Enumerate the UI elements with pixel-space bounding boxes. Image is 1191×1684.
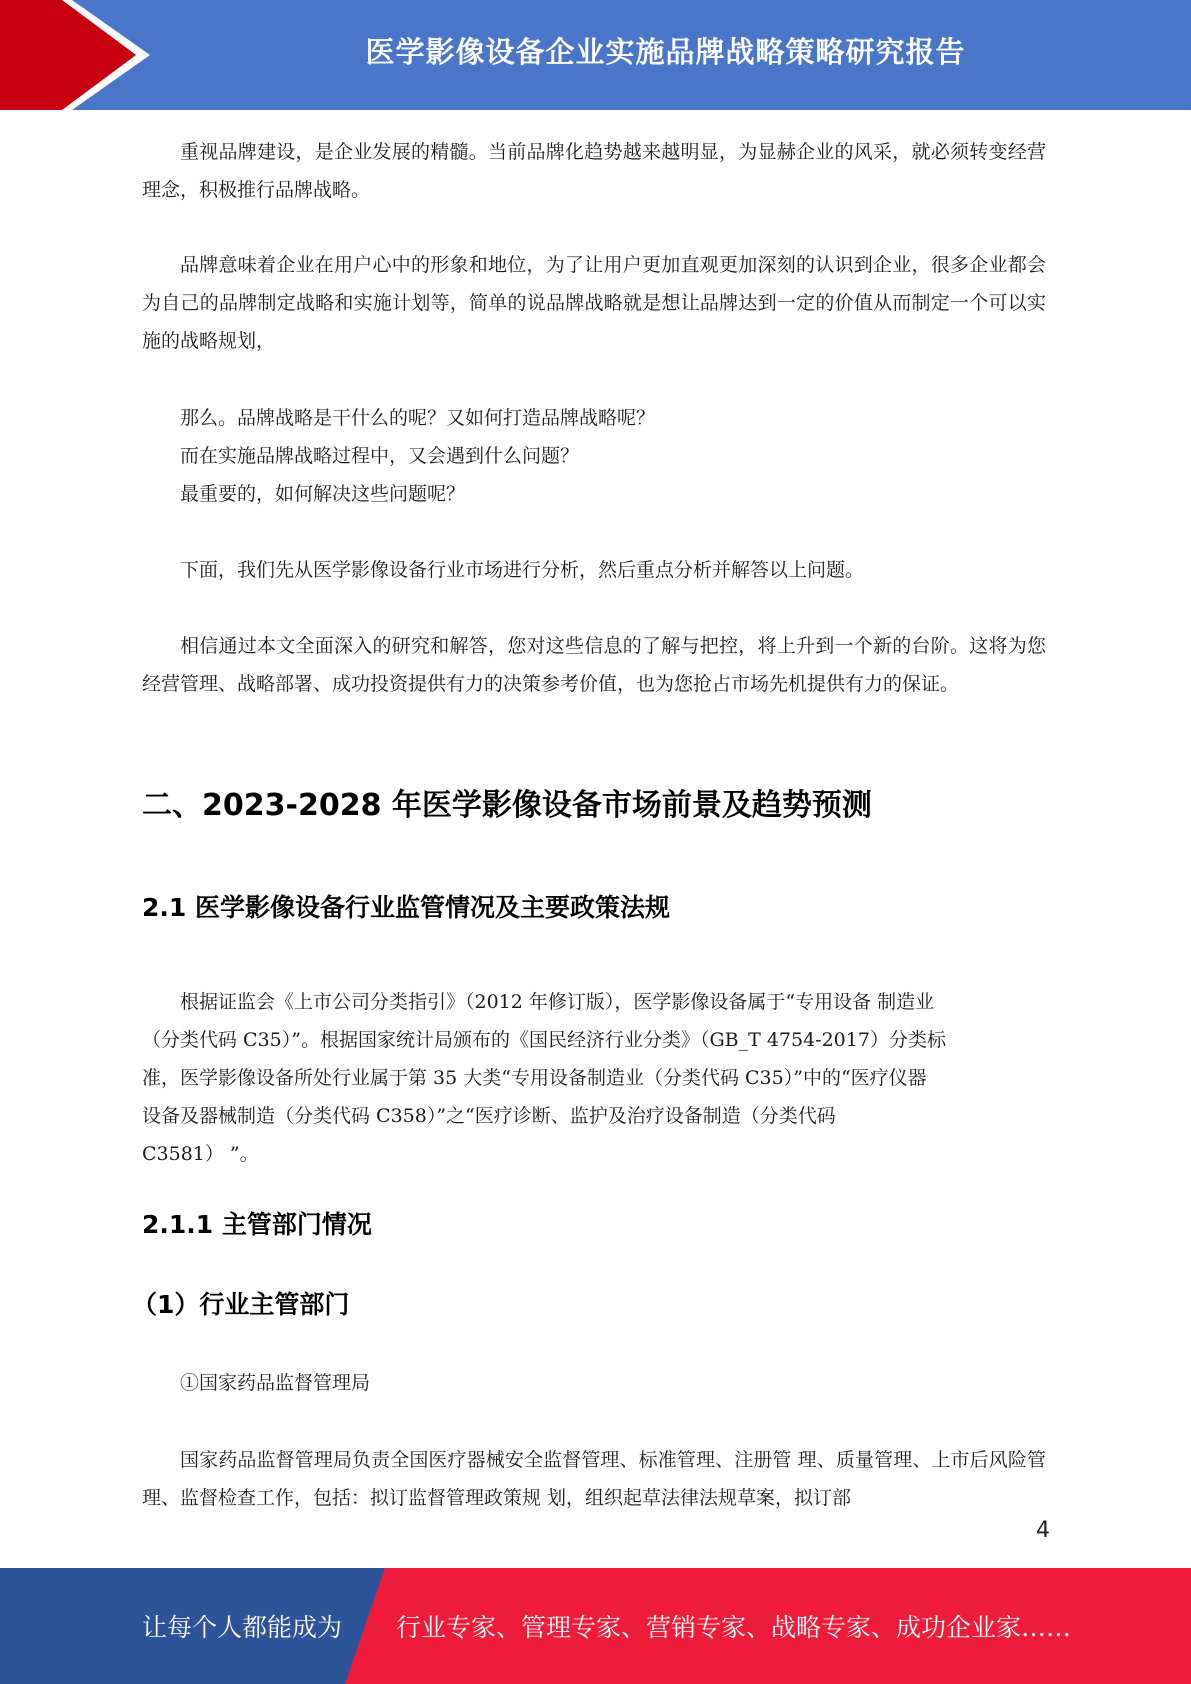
paragraph-classification-line-1: 根据证监会《上市公司分类指引》（2012 年修订版），医学影像设备属于“专用设备 制造业 (180, 991, 935, 1013)
paragraph-brand-meaning: 品牌意味着企业在用户心中的形象和地位，为了让用户更加直观更加深刻的认识到企业，很多企业都会为自己的品牌制定战略和实施计划等，简单的说品牌战略就是想让品牌达到一定的价值从而制定一个可以实施的战略规划， (142, 254, 1046, 352)
subsection-heading-2-1-1: 2.1.1 主管部门情况 (142, 1210, 372, 1239)
paragraph-classification-line-4: 设备及器械制造（分类代码 C358）”之“医疗诊断、监护及治疗设备制造（分类代码 (142, 1105, 836, 1127)
paragraph-classification-line-2: （分类代码 C35）”。根据国家统计局颁布的《国民经济行业分类》（GB_T 4754-2017）分类标 (142, 1029, 946, 1051)
paragraph-classification-line-3: 准，医学影像设备所处行业属于第 35 大类“专用设备制造业（分类代码 C35）”中的“医疗仪器 (142, 1067, 927, 1089)
paragraph-classification-line-5: C3581） ”。 (142, 1143, 259, 1165)
paragraph-analysis-intro: 下面，我们先从医学影像设备行业市场进行分析，然后重点分析并解答以上问题。 (180, 559, 865, 581)
question-line-2: 而在实施品牌战略过程中，又会遇到什么问题？ (180, 445, 580, 467)
paragraph-nmpa-duties: 国家药品监督管理局负责全国医疗器械安全监督管理、标准管理、注册管 理、质量管理、上市后风险管理、监督检查工作，包括：拟订监督管理政策规 划，组织起草法律法规草案，拟订部 (142, 1449, 1046, 1509)
page-footer (0, 1568, 1191, 1684)
header-chevron-graphic (0, 0, 160, 110)
question-line-1: 那么。品牌战略是干什么的呢？又如何打造品牌战略呢？ (180, 407, 656, 429)
paragraph-brand-importance: 重视品牌建设，是企业发展的精髓。当前品牌化趋势越来越明显，为显赫企业的风采，就必须转变经营理念，积极推行品牌战略。 (142, 141, 1046, 201)
footer-lead-text: 让每个人都能成为 (142, 1613, 343, 1642)
footer-tagline: 行业专家、管理专家、营销专家、战略专家、成功企业家…… (396, 1613, 1072, 1642)
paragraph-value-statement: 相信通过本文全面深入的研究和解答，您对这些信息的了解与把控，将上升到一个新的台阶。这将为您经营管理、战略部署、成功投资提供有力的决策参考价值，也为您抢占市场先机提供有力的保证。 (142, 635, 1046, 695)
page-header (0, 0, 1191, 110)
page-number: 4 (1036, 1518, 1050, 1543)
subsection-heading-2-1: 2.1 医学影像设备行业监管情况及主要政策法规 (142, 893, 670, 922)
question-line-3: 最重要的，如何解决这些问题呢？ (180, 483, 466, 505)
subsection-heading-industry-authority: （1）行业主管部门 (132, 1290, 350, 1319)
list-item-nmpa: ①国家药品监督管理局 (180, 1372, 371, 1394)
header-title: 医学影像设备企业实施品牌战略策略研究报告 (365, 34, 966, 69)
section-heading-2: 二、2023-2028 年医学影像设备市场前景及趋势预测 (142, 788, 872, 823)
